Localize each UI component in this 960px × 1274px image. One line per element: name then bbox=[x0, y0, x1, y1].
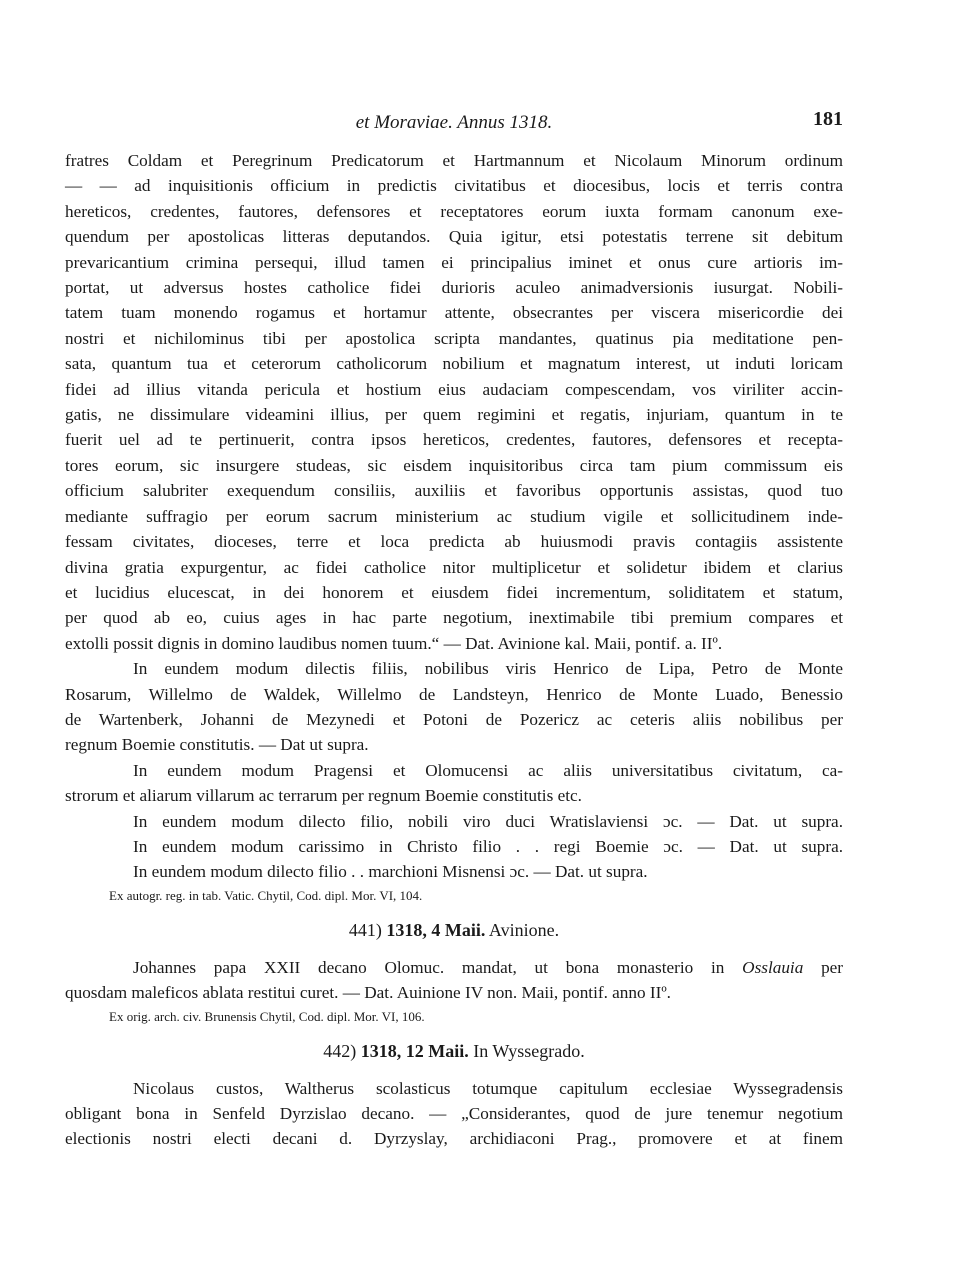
text-line: — — ad inquisitionis officium in predictis civitatibus et diocesibus, locis et terris contra bbox=[65, 176, 843, 196]
text-line: Rosarum, Willelmo de Waldek, Willelmo de Landsteyn, Henrico de Monte Luado, Benessio bbox=[65, 684, 843, 704]
text-line: extolli possit dignis in domino laudibus nomen tuum.“ — Dat. Avinione kal. Maii, pontif. a. IIº. bbox=[65, 633, 723, 653]
text-line: fessam civitates, dioceses, terre et loca predicta ab huiusmodi pravis contagiis assistente bbox=[65, 532, 843, 552]
document-place: In Wyssegrado. bbox=[473, 1040, 585, 1061]
text-line: strorum et aliarum villarum ac terrarum per regnum Boemie constitutis etc. bbox=[65, 786, 582, 806]
text-line: hereticos, credentes, fautores, defensores et receptatores eorum iuxta formam canonum exe- bbox=[65, 201, 843, 221]
text-line: quendum per apostolicas litteras deputandos. Quia igitur, etsi potestatis terrene sit debitum bbox=[65, 227, 843, 247]
text-line: regnum Boemie constitutis. — Dat ut supra. bbox=[65, 735, 369, 755]
document-number: 441) bbox=[348, 919, 382, 940]
document-summary-441 bbox=[65, 955, 843, 1028]
document-page bbox=[65, 108, 843, 1152]
text-line: fuerit uel ad te pertinuerit, contra ipsos hereticos, credentes, fautores, defensores et recepta- bbox=[65, 430, 843, 450]
text-fragment: Johannes papa XXII decano Olomuc. mandat, ut bona monasterio in bbox=[133, 957, 725, 977]
text-line: In eundem modum dilecto filio, nobili viro duci Wratislaviensi ɔc. — Dat. ut supra. bbox=[133, 811, 843, 831]
text-line: electionis nostri electi decani d. Dyrzyslay, archidiaconi Prag., promovere et at finem bbox=[65, 1129, 843, 1149]
running-header bbox=[65, 108, 843, 148]
text-line: prevaricantium crimina persequi, illud tamen ei principalius iminet et onus cure artioris im- bbox=[65, 252, 843, 272]
text-line: et lucidius elucescat, in dei honorem et eiusdem fidei incrementum, soliditatem et statum, bbox=[65, 582, 843, 602]
document-summary-442 bbox=[65, 1076, 843, 1152]
text-line bbox=[65, 955, 843, 980]
text-line: In eundem modum dilectis filiis, nobilibus viris Henrico de Lipa, Petro de Monte bbox=[133, 659, 843, 679]
text-line: fratres Coldam et Peregrinum Predicatorum et Hartmannum et Nicolaum Minorum ordinum bbox=[65, 151, 843, 170]
document-heading-441 bbox=[65, 917, 843, 943]
text-line: sata, quantum tua et ceterorum catholicorum nobilium et magnatum interest, ut induti loricam bbox=[65, 354, 843, 374]
document-number: 442) bbox=[323, 1040, 357, 1061]
text-line: officium salubriter exequendum consiliis, auxiliis et favoribus opportunis assistas, quod tuo bbox=[65, 481, 843, 501]
text-line: tatem tuam monendo rogamus et hortamur attente, obsecrantes per viscera misericordie dei bbox=[65, 303, 843, 323]
text-line: mediante suffragio per eorum sacrum ministerium ac studium vigile et sollicitudinem inde- bbox=[65, 506, 843, 526]
running-title: et Moraviae. Annus 1318. bbox=[355, 112, 553, 133]
text-line: In eundem modum Pragensi et Olomucensi ac aliis universitatibus civitatum, ca- bbox=[133, 760, 843, 780]
text-line: quosdam maleficos ablata restitui curet. — Dat. Auinione IV non. Maii, pontif. anno IIº. bbox=[65, 983, 671, 1003]
document-date: 1318, 12 Maii. bbox=[360, 1040, 469, 1061]
text-line: divina gratia expurgentur, ac fidei catholice nitor multiplicetur et solidetur ibidem et clarius bbox=[65, 557, 843, 577]
document-heading-442 bbox=[65, 1038, 843, 1064]
text-line: portat, ut adversus hostes catholice fidei durioris aculeo animadversionis iusurgat. Nobili- bbox=[65, 278, 843, 298]
text-fragment: per bbox=[821, 957, 844, 977]
text-line: In eundem modum carissimo in Christo filio . . regi Boemie ɔc. — Dat. ut supra. bbox=[133, 836, 843, 856]
document-date: 1318, 4 Maii. bbox=[386, 919, 486, 940]
text-line: fidei ad illius vitanda pericula et hostium eius audaciam compescendam, vos viriliter accin- bbox=[65, 379, 843, 399]
text-line: In eundem modum dilecto filio . . marchioni Misnensi ɔc. — Dat. ut supra. bbox=[133, 862, 648, 882]
place-name: Osslauia bbox=[742, 957, 804, 977]
text-line: gatis, ne dissimulare videamini illius, per quem regimini et regatis, injuriam, quantum in te bbox=[65, 405, 843, 425]
page-number: 181 bbox=[813, 108, 843, 130]
letter-text bbox=[65, 148, 843, 907]
source-note: Ex orig. arch. civ. Brunensis Chytil, Cod. dipl. Mor. VI, 106. bbox=[109, 1008, 425, 1024]
text-line: per quod ab eo, cuius ages in hac parte negotium, inextimabile tibi premium compares et bbox=[65, 608, 843, 628]
text-line: nostri et nichilominus tibi per apostolica scripta mandantes, quatinus pia meditatione pen- bbox=[65, 328, 843, 348]
text-line: Nicolaus custos, Waltherus scolasticus totumque capitulum ecclesiae Wyssegradensis bbox=[133, 1078, 843, 1098]
source-note: Ex autogr. reg. in tab. Vatic. Chytil, Cod. dipl. Mor. VI, 104. bbox=[109, 887, 423, 903]
text-line: tores eorum, sic insurgere studeas, sic eisdem inquisitoribus circa tam pium commissum eis bbox=[65, 455, 843, 475]
text-line: de Wartenberk, Johanni de Mezynedi et Potoni de Pozericz ac ceteris aliis nobilibus per bbox=[65, 709, 843, 729]
text-line: obligant bona in Senfeld Dyrzislao decano. — „Considerantes, quod de jure tenemur negotium bbox=[65, 1104, 843, 1123]
document-place: Avinione. bbox=[488, 919, 560, 940]
